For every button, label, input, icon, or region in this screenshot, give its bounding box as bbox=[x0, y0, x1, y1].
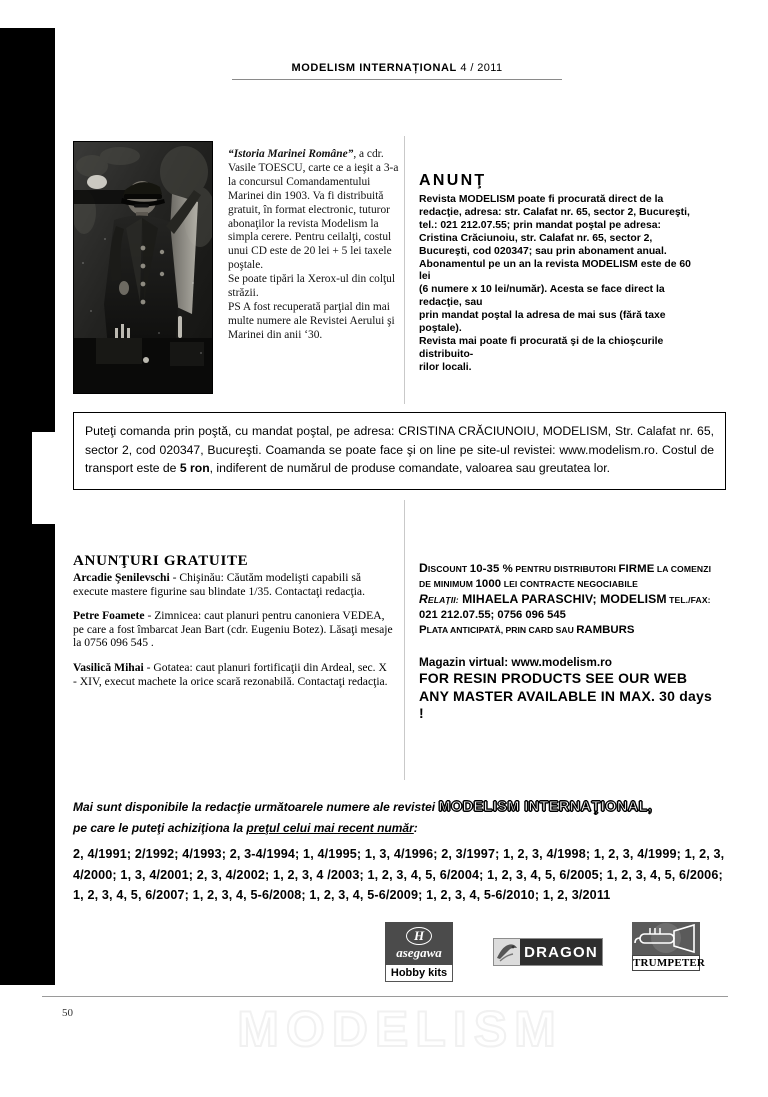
relatii-dropcap: R bbox=[419, 592, 428, 606]
left-bar-white-notch bbox=[32, 432, 56, 524]
hasegawa-wordmark bbox=[385, 922, 453, 965]
discount-dropcap: D bbox=[419, 561, 428, 575]
plata-ramburs: RAMBURS bbox=[576, 624, 635, 636]
available-intro-text: Mai sunt disponibile la redacţie următoarele numere ale revistei bbox=[73, 800, 439, 814]
discount-firme: FIRME bbox=[618, 563, 655, 575]
anunt-line: Abonamentul pe un an la revista MODELISM este de 60 lei bbox=[419, 258, 691, 283]
caption-body-3: PS A fost recuperată parţial din mai multe numere ale Revistei Aerului şi Marinei din anii ‘30. bbox=[228, 300, 395, 341]
hasegawa-initial: H bbox=[406, 927, 432, 945]
running-head bbox=[232, 62, 562, 74]
order-text-part1: Puteţi comanda prin poştă, cu mandat poştal, pe adresa: CRISTINA CRĂCIUNOIU, MODELISM, Str. Calafat nr. 65, sector 2, cod 020347, Bucureşti. Coamanda se poate face şi on line pe site-ul revistei: www.modelism.ro. Costul de transport este de bbox=[85, 424, 714, 475]
anunt-body bbox=[419, 194, 704, 375]
relatii-label: ELAŢII: bbox=[427, 595, 459, 605]
anunt-line: Bucureşti, cod 020347; sau prin abonament anual. bbox=[419, 245, 667, 257]
anunt-line: rilor locali. bbox=[419, 361, 472, 373]
hasegawa-tagline: Hobby kits bbox=[385, 965, 453, 982]
discount-column bbox=[419, 561, 719, 723]
available-issues-line-2 bbox=[73, 818, 728, 839]
discount-line-1 bbox=[419, 561, 719, 577]
hasegawa-name-rest: asegawa bbox=[396, 945, 442, 960]
dragon-logo bbox=[493, 938, 603, 966]
free-ad-text: - Gotatea: caut planuri fortificaţii din Ardeal, sec. X - XIV, execut machete la orice scară rezonabilă. Contactaţi redacţia. bbox=[73, 660, 388, 688]
page-number: 50 bbox=[62, 1007, 73, 1019]
discount-phone-numbers: 021 212.07.55; 0756 096 545 bbox=[419, 609, 566, 621]
anunt-block bbox=[419, 172, 704, 375]
discount-negociabile: ONTRACTE NEGOCIABILE bbox=[526, 579, 638, 589]
free-ad-item bbox=[73, 661, 393, 688]
naval-officer-photo bbox=[73, 141, 213, 394]
free-ad-name: Arcadie Şenilevschi bbox=[73, 571, 170, 584]
page-watermark: MODELISM bbox=[237, 1001, 563, 1057]
discount-pentru-distribuitori: PENTRU DISTRIBUTORI bbox=[512, 564, 619, 574]
available-price-underlined: preţul celui mai recent număr bbox=[246, 821, 414, 835]
footer-rule bbox=[42, 996, 728, 997]
left-edge-black-bar bbox=[0, 28, 55, 985]
anunt-line: Cristina Crăciunoiu, str. Calafat nr. 65, sector 2, bbox=[419, 232, 653, 244]
dragon-emblem-icon bbox=[494, 939, 520, 965]
discount-de-minimum: DE MINIMUM bbox=[419, 579, 476, 589]
brand-logos-row bbox=[385, 922, 715, 980]
running-head-issue: 4 / 2011 bbox=[460, 62, 503, 74]
free-ad-name: Vasilică Mihai bbox=[73, 660, 144, 674]
order-info-text bbox=[85, 422, 714, 478]
anunt-line: (6 numere x 10 lei/număr). Acesta se face direct la redacţie, sau bbox=[419, 284, 665, 309]
discount-percent: 10-35 % bbox=[469, 563, 513, 575]
free-ad-item bbox=[73, 571, 393, 598]
running-head-rule bbox=[232, 79, 562, 80]
available-colon: : bbox=[413, 821, 418, 835]
photo-caption bbox=[228, 148, 400, 343]
plata-text: LATA ANTICIPATĂ, PRIN CARD SAU bbox=[426, 625, 577, 635]
caption-book-title: “Istoria Marinei Române” bbox=[228, 148, 354, 160]
trumpet-icon bbox=[632, 922, 700, 955]
free-ads-heading: ANUNŢURI GRATUITE bbox=[73, 553, 249, 569]
plata-dropcap: P bbox=[419, 624, 427, 636]
discount-line-3 bbox=[419, 592, 719, 608]
magazine-title-outline: MODELISM INTERNAŢIONAL, bbox=[438, 799, 653, 815]
discount-line-2 bbox=[419, 577, 719, 592]
discount-word-discount: ISCOUNT bbox=[427, 564, 470, 574]
available-issues-block bbox=[73, 797, 728, 906]
order-text-part2: , indiferent de numărul de produse comandate, valoarea sau greutatea lor. bbox=[209, 461, 611, 475]
resin-products-line-2: ANY MASTER AVAILABLE IN MAX. 30 days ! bbox=[419, 687, 712, 721]
anunt-line: Revista MODELISM poate fi procurată direct de la bbox=[419, 194, 664, 205]
free-ads-column bbox=[73, 553, 393, 699]
column-divider-top bbox=[404, 136, 405, 404]
free-ad-text: - Zimnicea: caut planuri pentru canoniera VEDEA, pe care a fost îmbarcat Jean Bart (cdr. Eugeniu Botez). Lăsaţi mesaje la 0756 096 545 . bbox=[73, 609, 393, 650]
caption-body: , a cdr. Vasile TOESCU, carte ce a ieşit a 3-a la concursul Comandamentului Marinei din 1903. Va fi distribuită gratuit, în format electronic, tuturor abonaţilor la revista Modelism la simpla cerere. Pentru ceilalţi, costul unui CD este de 20 lei + 5 lei taxele poştale. bbox=[228, 148, 399, 272]
resin-products-line-1: FOR RESIN PRODUCTS SEE OUR WEB bbox=[419, 670, 688, 686]
free-ad-item bbox=[73, 609, 393, 650]
dragon-wordmark: DRAGON bbox=[524, 943, 598, 961]
available-issues-list: 2, 4/1991; 2/1992; 4/1993; 2, 3-4/1994; 1, 4/1995; 1, 3, 4/1996; 2, 3/1997; 1, 2, 3, 4/1998; 1, 2, 3, 4/1999; 1, 2, 3, 4/2000; 1, 3, 4/2001; 2, 3, 4/2002; 1, 2, 3, 4 /2003; 1, 2, 3, 4, 5, 6/2004; 1, 2, 3, 4, 5, 6/2005; 1, 2, 3, 4, 5, 6/2006; 1, 2, 3, 4, 5, 6/2007; 1, 2, 3, 4, 5-6/2008; 1, 2, 3, 4, 5-6/2009; 1, 2, 3, 4, 5-6/2010; 1, 2, 3/2011 bbox=[73, 847, 725, 902]
discount-la-comenzi: LA COMENZI bbox=[654, 564, 712, 574]
free-ad-name: Petre Foamete bbox=[73, 609, 145, 623]
anunt-line: redacţie, adresa: str. Calafat nr. 65, sector 2, Bucureşti, bbox=[419, 206, 690, 218]
hasegawa-logo bbox=[385, 922, 453, 982]
column-divider-middle bbox=[404, 500, 405, 780]
running-head-title: MODELISM INTERNAȚIONAL bbox=[291, 62, 457, 74]
anunt-line: Revista mai poate fi procurată şi de la chioşcurile distribuito- bbox=[419, 335, 664, 360]
trumpeter-wordmark: TRUMPETER bbox=[633, 957, 706, 969]
shipping-cost-highlight: 5 ron bbox=[179, 461, 210, 475]
tel-fax-label: TEL./FAX: bbox=[666, 595, 711, 605]
free-ad-text: - Chişinău: Căutăm modelişti capabili să execute mastere figurine sau blindate 1/35. Contactaţi redacţia. bbox=[73, 571, 365, 598]
anunt-line: tel.: 021 212.07.55; prin mandat poştal pe adresa: bbox=[419, 219, 661, 231]
anunt-heading: ANUNŢ bbox=[419, 172, 487, 189]
contact-person: MIHAELA PARASCHIV; MODELISM bbox=[458, 592, 667, 606]
anunt-line: prin mandat poştal la adresa de mai sus (fără taxe poştale). bbox=[419, 310, 666, 335]
payment-terms-line bbox=[419, 622, 719, 638]
discount-lei-contracte: LEI C bbox=[501, 579, 527, 589]
trumpeter-logo bbox=[632, 922, 706, 971]
order-info-box bbox=[73, 412, 726, 490]
dragon-logo-box bbox=[493, 938, 603, 966]
online-shop-line: Magazin virtual: www.modelism.ro bbox=[419, 655, 612, 669]
available-price-intro: pe care le puteţi achiziţiona la bbox=[73, 821, 247, 835]
discount-amount: 1000 bbox=[475, 578, 502, 590]
caption-body-2: Se poate tipări la Xerox-ul din colţul străzii. bbox=[228, 273, 396, 300]
available-issues-line-1 bbox=[73, 797, 728, 818]
